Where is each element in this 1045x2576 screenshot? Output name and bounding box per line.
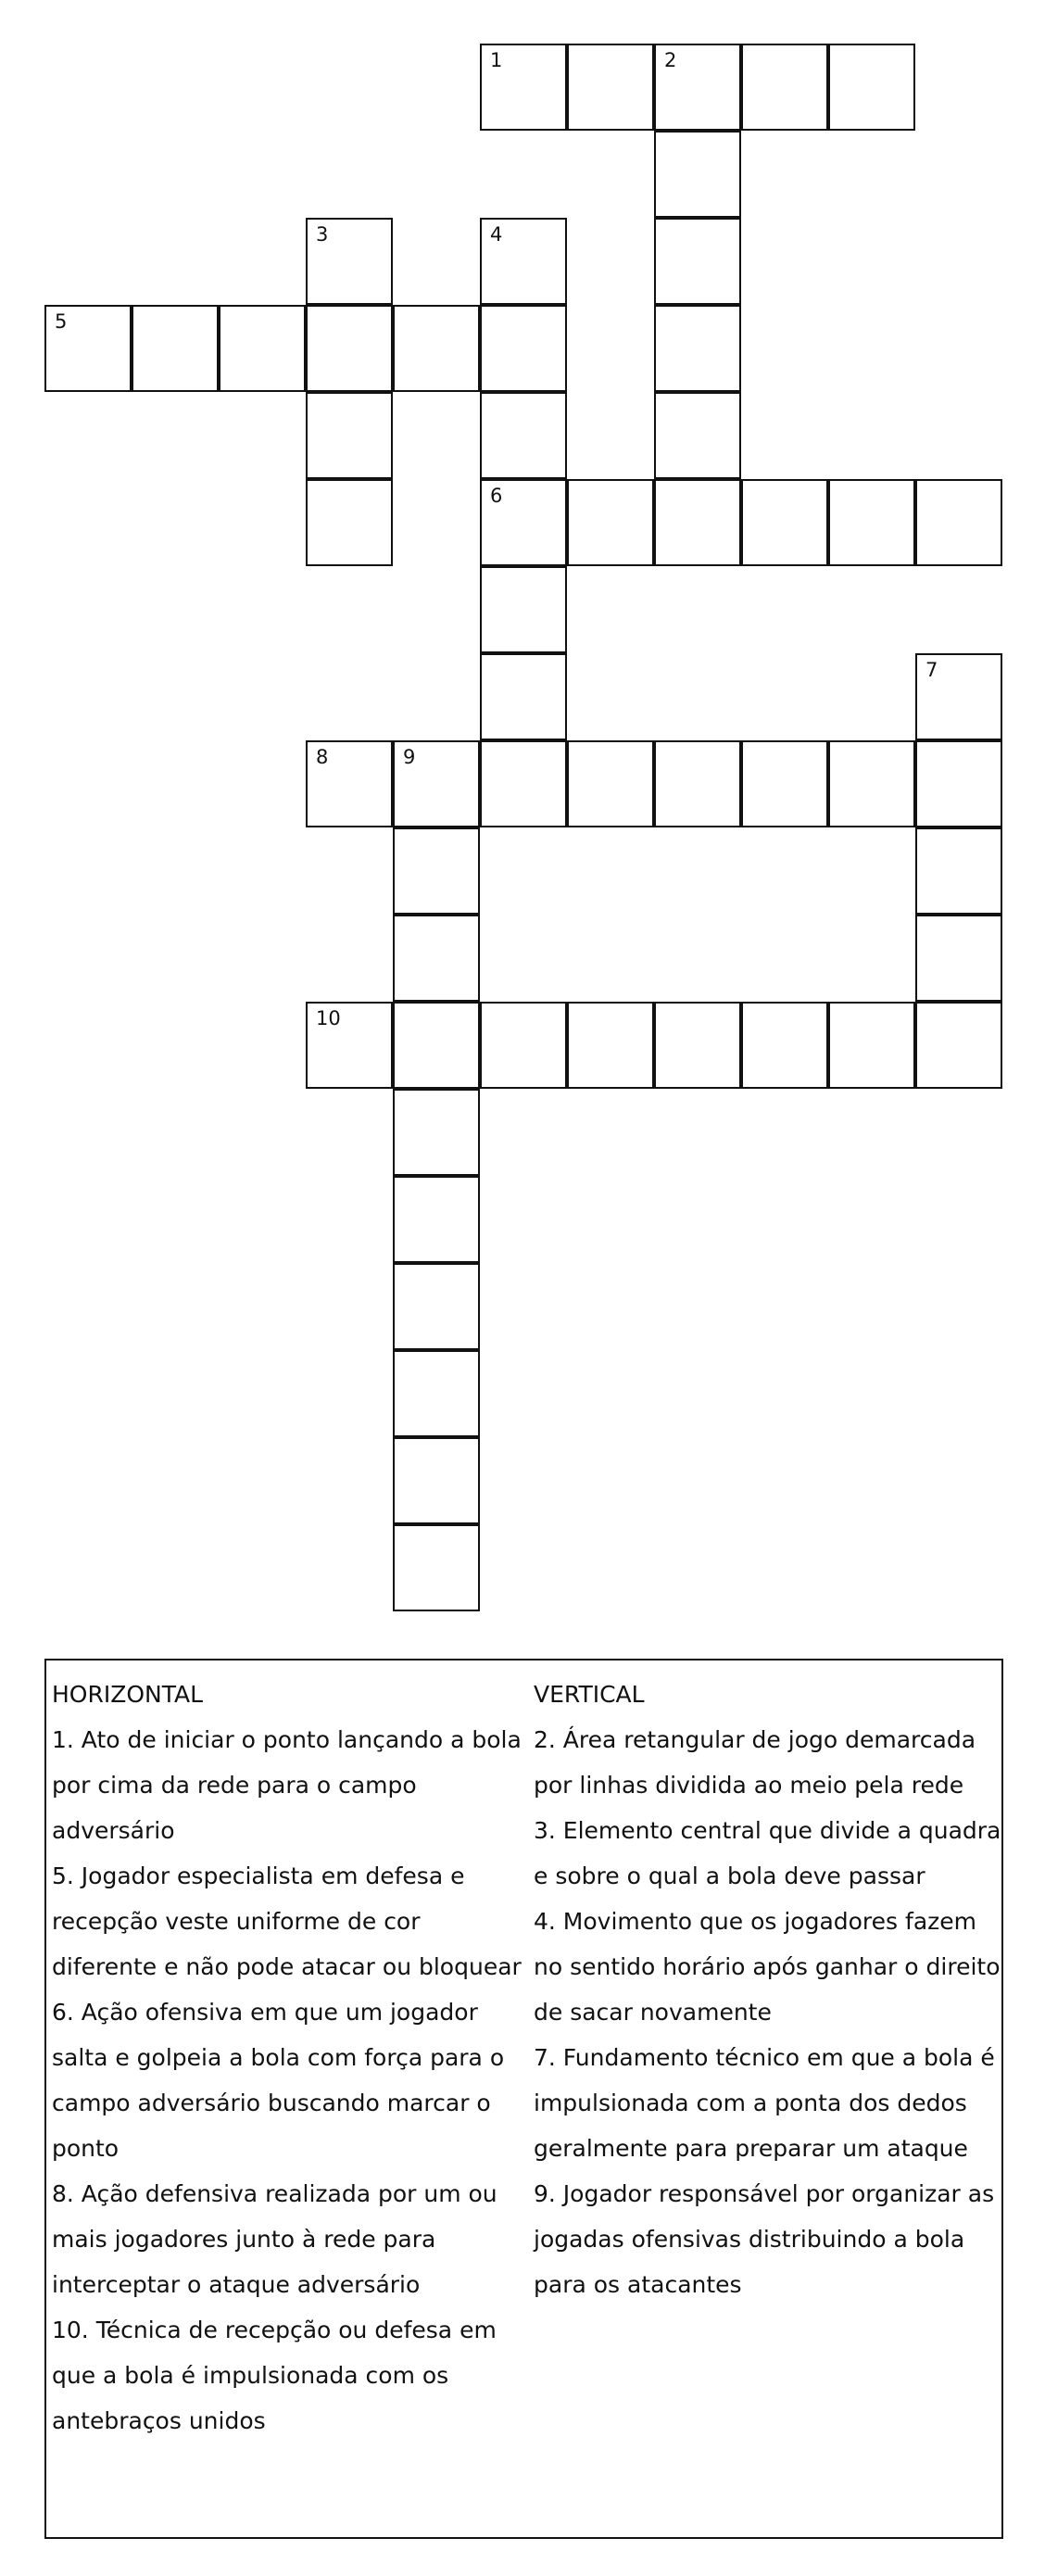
clue-horizontal-10: 10. Técnica de recepção ou defesa em que a bola é impulsionada com os antebraços unidos <box>52 2317 497 2434</box>
grid-cell[interactable] <box>567 1002 654 1089</box>
clue-number: 9 <box>403 746 416 768</box>
grid-cell[interactable] <box>306 740 393 827</box>
grid-cell[interactable] <box>654 131 741 218</box>
grid-cell[interactable] <box>654 305 741 392</box>
grid-cell[interactable] <box>393 1263 480 1350</box>
grid-cell[interactable] <box>567 479 654 566</box>
clue-number: 3 <box>316 223 329 246</box>
grid-cell[interactable] <box>306 392 393 479</box>
grid-cell[interactable] <box>393 1176 480 1263</box>
grid-cell[interactable] <box>915 1002 1002 1089</box>
clue-vertical-7: 7. Fundamento técnico em que a bola é impulsionada com a ponta dos dedos geralmente para preparar um ataque <box>534 2044 995 2162</box>
clue-number: 5 <box>55 310 68 333</box>
grid-cell[interactable] <box>44 305 132 392</box>
grid-cell[interactable] <box>828 740 915 827</box>
grid-cell[interactable] <box>654 218 741 305</box>
grid-cell[interactable] <box>393 1002 480 1089</box>
grid-cell[interactable] <box>393 1524 480 1611</box>
grid-cell[interactable] <box>741 44 828 131</box>
clue-number: 6 <box>490 485 503 507</box>
grid-cell[interactable] <box>654 392 741 479</box>
grid-cell[interactable] <box>480 218 567 305</box>
clue-horizontal-5: 5. Jogador especialista em defesa e recepção veste uniforme de cor diferente e não pode atacar ou bloquear <box>52 1863 522 1980</box>
grid-cell[interactable] <box>741 1002 828 1089</box>
grid-cell[interactable] <box>306 479 393 566</box>
clue-vertical-3: 3. Elemento central que divide a quadra e sobre o qual a bola deve passar <box>534 1817 1001 1889</box>
clue-number: 7 <box>925 659 938 681</box>
grid-cell[interactable] <box>393 827 480 915</box>
clue-number: 2 <box>664 49 677 71</box>
grid-cell[interactable] <box>915 479 1002 566</box>
horizontal-clues <box>52 1672 524 2443</box>
grid-cell[interactable] <box>567 740 654 827</box>
grid-cell[interactable] <box>828 1002 915 1089</box>
vertical-heading: VERTICAL <box>534 1681 645 1708</box>
grid-cell[interactable] <box>393 1350 480 1437</box>
grid-cell[interactable] <box>480 44 567 131</box>
grid-cell[interactable] <box>306 305 393 392</box>
vertical-clues <box>534 1672 1001 2307</box>
grid-cell[interactable] <box>132 305 219 392</box>
grid-cell[interactable] <box>480 740 567 827</box>
grid-cell[interactable] <box>393 915 480 1002</box>
grid-cell[interactable] <box>393 305 480 392</box>
grid-cell[interactable] <box>915 915 1002 1002</box>
grid-cell[interactable] <box>828 44 915 131</box>
grid-cell[interactable] <box>654 44 741 131</box>
grid-cell[interactable] <box>828 479 915 566</box>
grid-cell[interactable] <box>915 740 1002 827</box>
horizontal-heading: HORIZONTAL <box>52 1681 204 1708</box>
clue-horizontal-1: 1. Ato de iniciar o ponto lançando a bola por cima da rede para o campo adversário <box>52 1726 522 1844</box>
clue-number: 1 <box>490 49 503 71</box>
grid-cell[interactable] <box>480 479 567 566</box>
grid-cell[interactable] <box>654 1002 741 1089</box>
grid-cell[interactable] <box>393 1437 480 1524</box>
grid-cell[interactable] <box>306 218 393 305</box>
grid-cell[interactable] <box>915 653 1002 740</box>
clue-vertical-4: 4. Movimento que os jogadores fazem no sentido horário após ganhar o direito de sacar novamente <box>534 1908 1001 2026</box>
grid-cell[interactable] <box>219 305 306 392</box>
grid-cell[interactable] <box>480 1002 567 1089</box>
clue-horizontal-6: 6. Ação ofensiva em que um jogador salta e golpeia a bola com força para o campo adversário buscando marcar o ponto <box>52 1999 505 2162</box>
clue-vertical-2: 2. Área retangular de jogo demarcada por linhas dividida ao meio pela rede <box>534 1726 976 1799</box>
grid-cell[interactable] <box>480 305 567 392</box>
grid-cell[interactable] <box>480 566 567 653</box>
grid-cell[interactable] <box>654 740 741 827</box>
clue-horizontal-8: 8. Ação defensiva realizada por um ou mais jogadores junto à rede para interceptar o ataque adversário <box>52 2180 497 2298</box>
grid-cell[interactable] <box>567 44 654 131</box>
clue-vertical-9: 9. Jogador responsável por organizar as jogadas ofensivas distribuindo a bola para os atacantes <box>534 2180 995 2298</box>
grid-cell[interactable] <box>741 740 828 827</box>
grid-cell[interactable] <box>480 653 567 740</box>
grid-cell[interactable] <box>393 740 480 827</box>
clues-box <box>44 1659 1003 2539</box>
grid-cell[interactable] <box>915 827 1002 915</box>
grid-cell[interactable] <box>741 479 828 566</box>
clue-number: 4 <box>490 223 503 246</box>
clue-number: 8 <box>316 746 329 768</box>
clue-number: 10 <box>316 1007 341 1029</box>
grid-cell[interactable] <box>480 392 567 479</box>
grid-cell[interactable] <box>654 479 741 566</box>
grid-cell[interactable] <box>306 1002 393 1089</box>
grid-cell[interactable] <box>393 1089 480 1176</box>
